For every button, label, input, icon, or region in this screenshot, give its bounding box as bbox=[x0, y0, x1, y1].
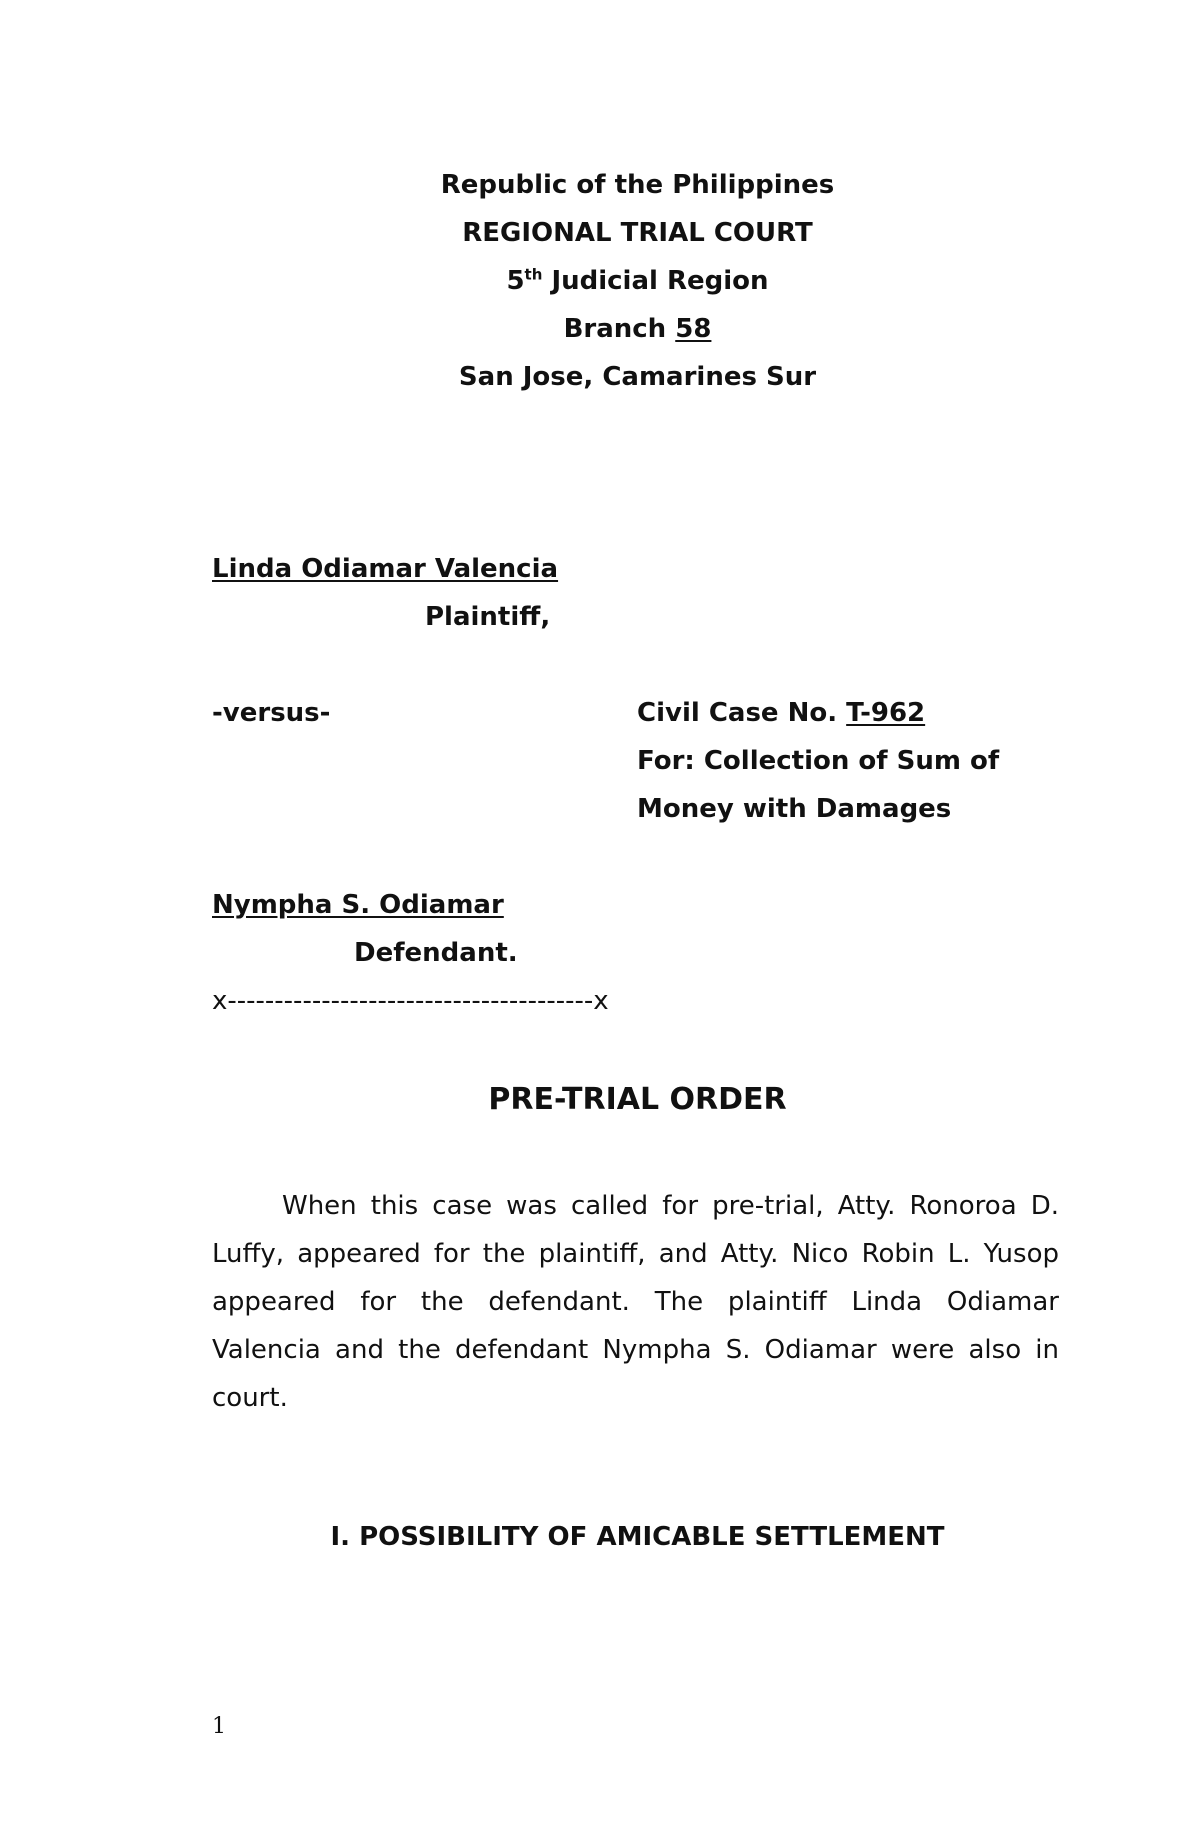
judicial-region bbox=[0, 266, 1200, 296]
republic-line: Republic of the Philippines bbox=[440, 170, 835, 200]
court-name: REGIONAL TRIAL COURT bbox=[462, 218, 813, 248]
plaintiff-name: Linda Odiamar Valencia bbox=[212, 554, 559, 584]
branch-line bbox=[0, 314, 1200, 344]
branch-label: Branch bbox=[563, 314, 676, 344]
plaintiff-role: Plaintiff, bbox=[425, 602, 551, 632]
region-number: 5 bbox=[506, 266, 525, 296]
case-nature-line1: For: Collection of Sum of bbox=[637, 746, 1000, 776]
page-number: 1 bbox=[212, 1714, 226, 1739]
caption-separator: x---------------------------------------x bbox=[212, 986, 609, 1016]
section-heading: I. POSSIBILITY OF AMICABLE SETTLEMENT bbox=[330, 1522, 945, 1552]
case-number-line bbox=[637, 698, 925, 728]
case-nature-line2: Money with Damages bbox=[637, 794, 952, 824]
defendant-role: Defendant. bbox=[354, 938, 518, 968]
versus-label: -versus- bbox=[212, 698, 331, 728]
case-number: T-962 bbox=[846, 698, 926, 728]
case-number-label: Civil Case No. bbox=[637, 698, 847, 728]
document-title: PRE-TRIAL ORDER bbox=[488, 1082, 787, 1117]
court-location: San Jose, Camarines Sur bbox=[458, 362, 817, 392]
body-paragraph bbox=[212, 1182, 1059, 1422]
region-text: Judicial Region bbox=[542, 266, 769, 296]
paragraph-text: When this case was called for pre-trial, Atty. Ronoroa D. Luffy, appeared for the plaintiff, and Atty. Nico Robin L. Yusop appeared for the defendant. The plaintiff Linda Odiamar Valencia and the defendant Nympha S. Odiamar were also in court. bbox=[212, 1191, 1059, 1413]
defendant-name: Nympha S. Odiamar bbox=[212, 890, 504, 920]
branch-number: 58 bbox=[675, 314, 712, 344]
region-ordinal: th bbox=[524, 265, 543, 284]
